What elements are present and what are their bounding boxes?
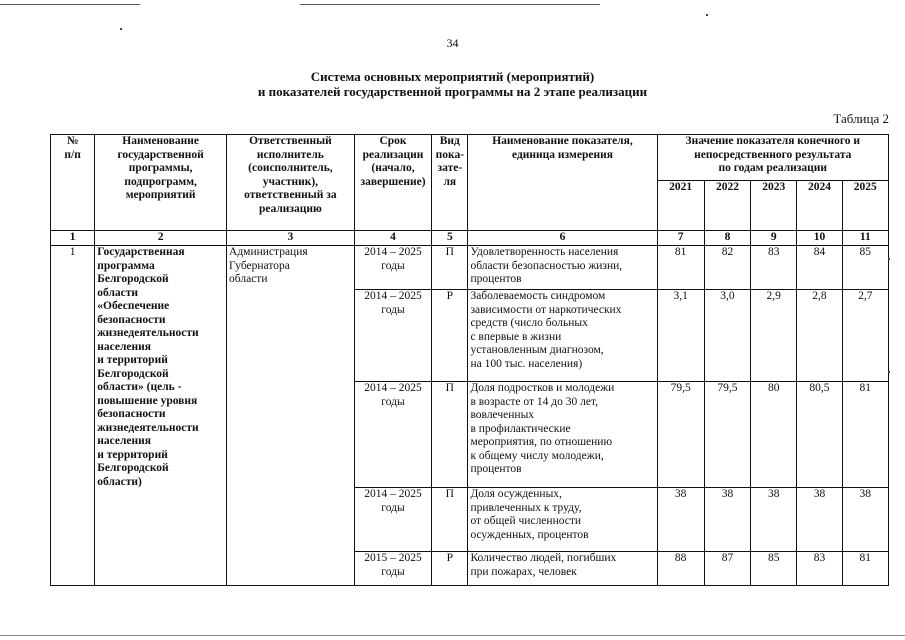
scan-artifact-line (0, 4, 140, 5)
scan-artifact-dot (888, 258, 890, 260)
page-number: 34 (446, 36, 459, 50)
value-cell: 3,0 (704, 290, 750, 382)
header-period: Срок реализации (начало, завершение) (354, 135, 431, 231)
value-cell: 81 (842, 382, 888, 488)
scan-artifact-line (300, 4, 600, 5)
indicator-cell: Удовлетворенность населения области безопасностью жизни, процентов (468, 246, 657, 290)
column-number: 4 (354, 231, 431, 246)
header-executor: Ответственный исполнитель (соисполнитель, участник), ответственный за реализацию (227, 135, 355, 231)
column-number: 7 (657, 231, 704, 246)
indicator-cell: Заболеваемость синдромом зависимости от наркотических средств (число больных с впервые в жизни установленным диагнозом, на 100 тыс. населения) (468, 290, 657, 382)
value-cell: 83 (797, 552, 842, 586)
column-number: 2 (95, 231, 227, 246)
program-name: Государственная программа Белгородской области «Обеспечение безопасности жизнедеятельности населения и территорий Белгородской области» (цель - повышение уровня безопасности жизнедеятельности населения и территорий Белгородской области) (95, 246, 227, 586)
column-number: 10 (797, 231, 842, 246)
header-year: 2022 (704, 181, 750, 231)
value-cell: 88 (657, 552, 704, 586)
value-cell: 3,1 (657, 290, 704, 382)
title-line-1: Система основных мероприятий (мероприятий) (310, 69, 595, 84)
indicator-cell: Доля подростков и молодежи в возрасте от 14 до 30 лет, вовлеченных в профилактические мероприятия, по отношению к общему числу молодежи, процентов (468, 382, 657, 488)
value-cell: 80 (751, 382, 797, 488)
program-number: 1 (51, 246, 95, 586)
indicator-cell: Количество людей, погибших при пожарах, человек (468, 552, 657, 586)
value-cell: 84 (797, 246, 842, 290)
period-cell: 2014 – 2025 годы (354, 246, 431, 290)
column-number: 6 (468, 231, 657, 246)
header-name: Наименование государственной программы, подпрограмм, мероприятий (95, 135, 227, 231)
value-cell: 85 (842, 246, 888, 290)
header-num: № п/п (51, 135, 95, 231)
value-cell: 80,5 (797, 382, 842, 488)
period-cell: 2014 – 2025 годы (354, 382, 431, 488)
header-year: 2023 (751, 181, 797, 231)
header-year: 2025 (842, 181, 888, 231)
value-cell: 38 (842, 488, 888, 552)
value-cell: 85 (751, 552, 797, 586)
column-number: 5 (432, 231, 468, 246)
kind-cell: П (432, 382, 468, 488)
kind-cell: П (432, 488, 468, 552)
document-title (0, 69, 905, 99)
value-cell: 83 (751, 246, 797, 290)
column-number: 1 (51, 231, 95, 246)
table-row (51, 246, 889, 290)
indicator-cell: Доля осужденных, привлеченных к труду, от общей численности осужденных, процентов (468, 488, 657, 552)
period-cell: 2015 – 2025 годы (354, 552, 431, 586)
value-cell: 79,5 (657, 382, 704, 488)
value-cell: 82 (704, 246, 750, 290)
scan-artifact-dot (888, 371, 890, 373)
period-cell: 2014 – 2025 годы (354, 290, 431, 382)
kind-cell: Р (432, 290, 468, 382)
value-cell: 38 (657, 488, 704, 552)
header-row-1 (51, 135, 889, 181)
header-values-group: Значение показателя конечного и непосредственного результата по годам реализации (657, 135, 888, 181)
value-cell: 2,7 (842, 290, 888, 382)
value-cell: 2,9 (751, 290, 797, 382)
value-cell: 79,5 (704, 382, 750, 488)
value-cell: 38 (704, 488, 750, 552)
scan-artifact-dot (706, 14, 708, 16)
program-table (50, 134, 889, 586)
column-number-row (51, 231, 889, 246)
scan-artifact-dot (120, 28, 122, 30)
column-number: 9 (751, 231, 797, 246)
column-number: 11 (842, 231, 888, 246)
header-year: 2021 (657, 181, 704, 231)
header-indicator: Наименование показателя, единица измерения (468, 135, 657, 231)
column-number: 8 (704, 231, 750, 246)
kind-cell: П (432, 246, 468, 290)
period-cell: 2014 – 2025 годы (354, 488, 431, 552)
value-cell: 38 (751, 488, 797, 552)
value-cell: 87 (704, 552, 750, 586)
scan-artifact-line (0, 635, 905, 636)
table-label: Таблица 2 (833, 111, 889, 126)
header-kind: Вид пока- зате- ля (432, 135, 468, 231)
kind-cell: Р (432, 552, 468, 586)
column-number: 3 (227, 231, 355, 246)
program-executor: Администрация Губернатора области (227, 246, 355, 586)
value-cell: 2,8 (797, 290, 842, 382)
value-cell: 81 (657, 246, 704, 290)
title-line-2: и показателей государственной программы на 2 этапе реализации (257, 84, 648, 99)
value-cell: 38 (797, 488, 842, 552)
value-cell: 81 (842, 552, 888, 586)
header-year: 2024 (797, 181, 842, 231)
